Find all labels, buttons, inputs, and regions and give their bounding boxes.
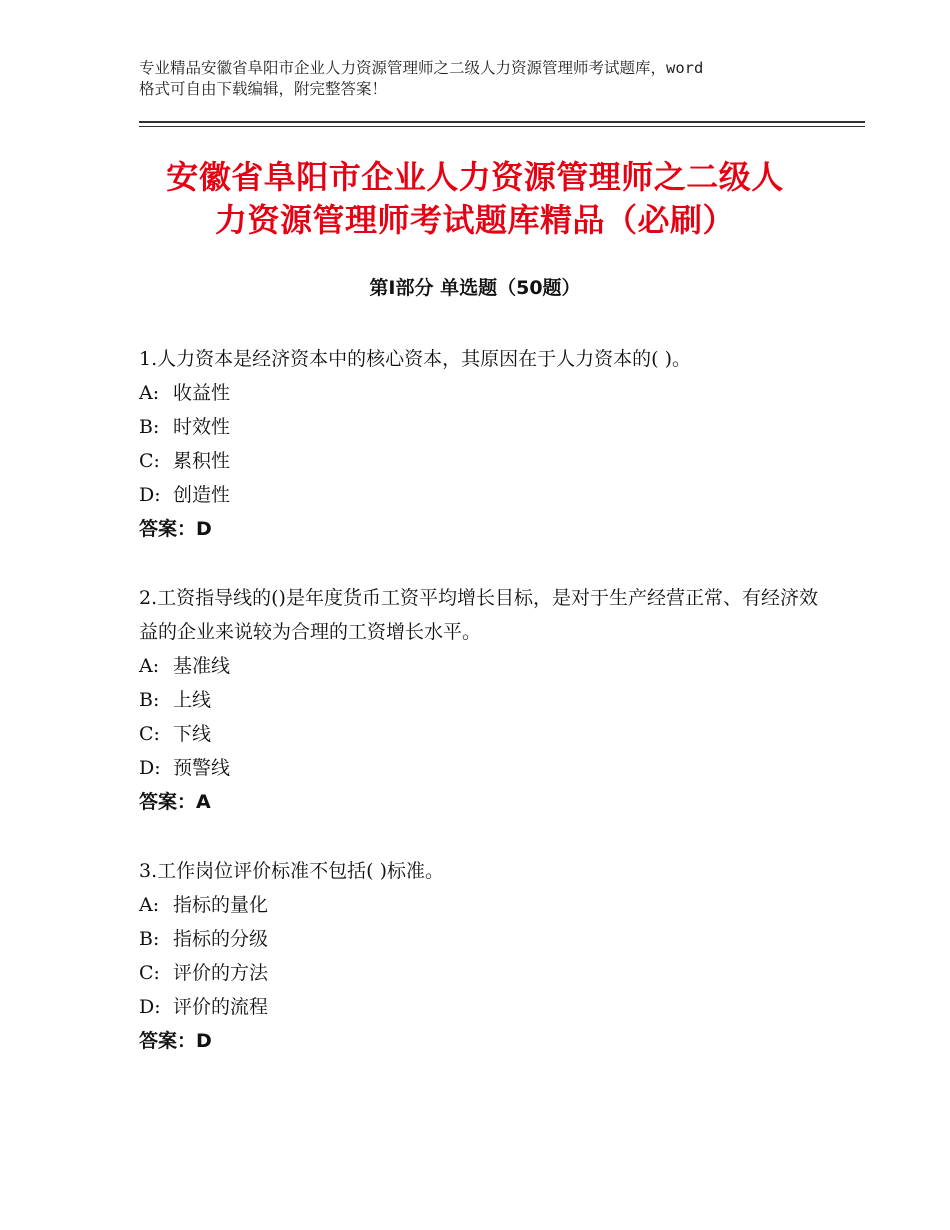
option-b bbox=[139, 922, 819, 956]
option-c bbox=[139, 717, 819, 751]
option-text: 创造性 bbox=[173, 484, 231, 506]
option-letter: B: bbox=[139, 928, 160, 950]
option-letter: C: bbox=[139, 450, 160, 472]
section-heading: 第Ⅰ部分 单选题（50题） bbox=[369, 277, 581, 299]
option-letter: C: bbox=[139, 962, 160, 984]
option-letter: D: bbox=[139, 757, 161, 779]
header-note bbox=[139, 58, 829, 100]
option-text: 基准线 bbox=[173, 655, 231, 677]
question-stem: 3.工作岗位评价标准不包括( )标准。 bbox=[139, 860, 444, 882]
option-d bbox=[139, 990, 819, 1024]
question-1 bbox=[139, 342, 819, 546]
option-letter: A: bbox=[139, 382, 160, 404]
option-letter: A: bbox=[139, 894, 160, 916]
document-title-line-1: 安徽省阜阳市企业人力资源管理师之二级人 bbox=[166, 158, 784, 196]
header-note-line-1: 专业精品安徽省阜阳市企业人力资源管理师之二级人力资源管理师考试题库，word bbox=[139, 59, 704, 77]
option-letter: C: bbox=[139, 723, 160, 745]
document-title-line-2: 力资源管理师考试题库精品（必刷） bbox=[214, 201, 735, 239]
option-d bbox=[139, 478, 819, 512]
option-letter: B: bbox=[139, 689, 160, 711]
option-a bbox=[139, 376, 819, 410]
option-b bbox=[139, 410, 819, 444]
option-text: 时效性 bbox=[173, 416, 231, 438]
document-title bbox=[100, 156, 850, 242]
option-letter: D: bbox=[139, 484, 161, 506]
option-text: 评价的流程 bbox=[173, 996, 269, 1018]
option-b bbox=[139, 683, 819, 717]
option-text: 评价的方法 bbox=[173, 962, 269, 984]
option-text: 预警线 bbox=[173, 757, 231, 779]
question-stem: 1.人力资本是经济资本中的核心资本，其原因在于人力资本的( )。 bbox=[139, 348, 691, 370]
header-divider-thin bbox=[139, 126, 865, 127]
option-d bbox=[139, 751, 819, 785]
header-note-line-2: 格式可自由下载编辑，附完整答案！ bbox=[139, 80, 388, 98]
option-c bbox=[139, 444, 819, 478]
option-letter: B: bbox=[139, 416, 160, 438]
option-text: 下线 bbox=[173, 723, 212, 745]
option-letter: A: bbox=[139, 655, 160, 677]
option-text: 上线 bbox=[173, 689, 212, 711]
option-text: 累积性 bbox=[173, 450, 231, 472]
header-divider-thick bbox=[139, 121, 865, 123]
question-stem: 2.工资指导线的()是年度货币工资平均增长目标，是对于生产经营正常、有经济效益的企业来说较为合理的工资增长水平。 bbox=[139, 587, 818, 643]
option-c bbox=[139, 956, 819, 990]
option-text: 指标的量化 bbox=[173, 894, 269, 916]
option-a bbox=[139, 649, 819, 683]
answer: 答案：D bbox=[139, 518, 212, 540]
answer: 答案：A bbox=[139, 791, 211, 813]
option-text: 指标的分级 bbox=[173, 928, 269, 950]
question-3 bbox=[139, 854, 819, 1058]
option-letter: D: bbox=[139, 996, 161, 1018]
answer: 答案：D bbox=[139, 1030, 212, 1052]
option-a bbox=[139, 888, 819, 922]
option-text: 收益性 bbox=[173, 382, 231, 404]
question-2 bbox=[139, 581, 819, 819]
